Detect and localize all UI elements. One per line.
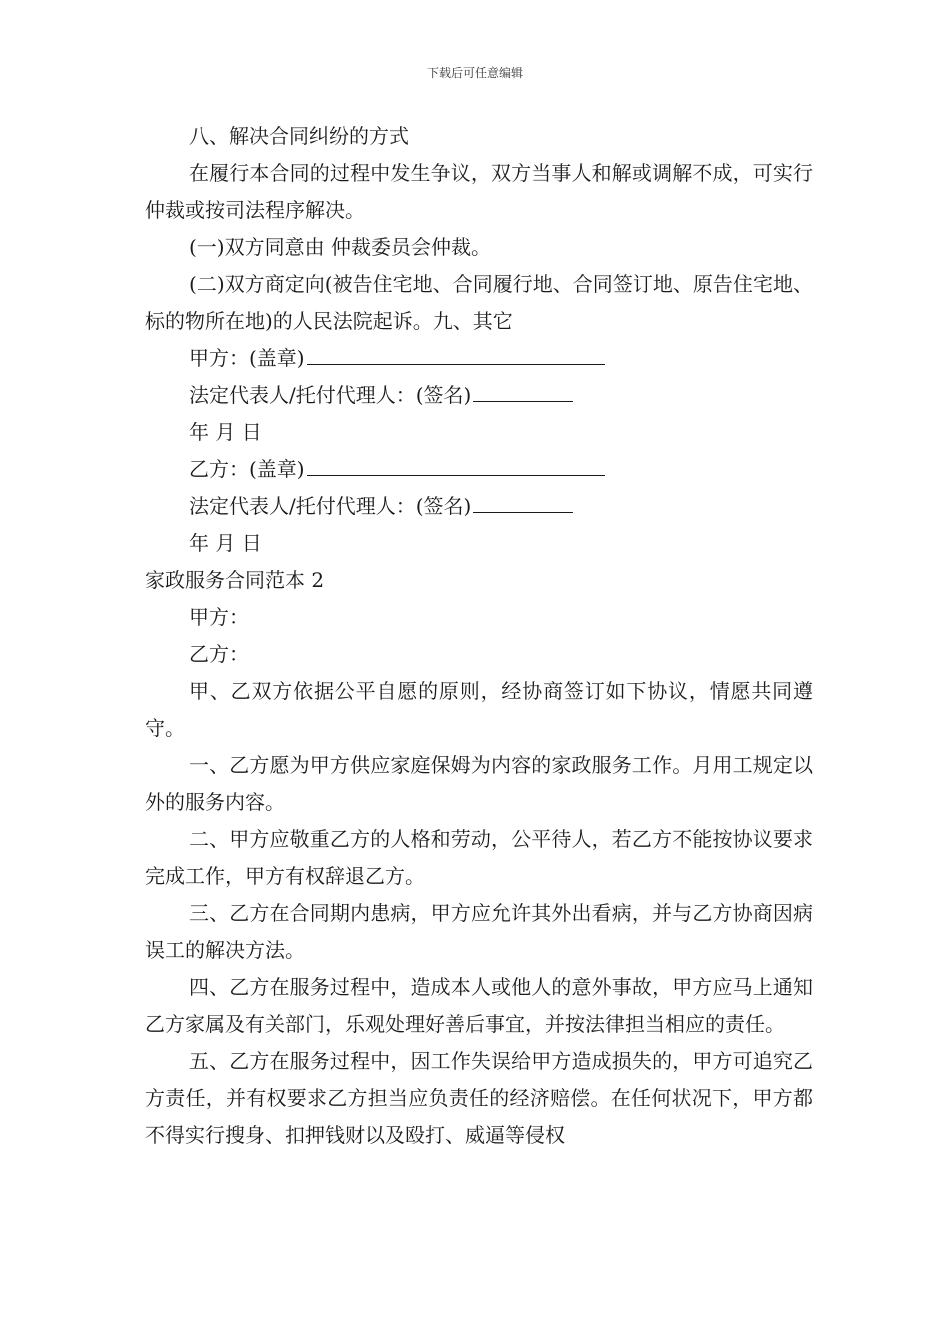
contract-2-preamble: 甲、乙双方依据公平自愿的原则，经协商签订如下协议，情愿共同遵守。 <box>145 679 813 740</box>
party-a-rep-line <box>145 377 813 414</box>
party-b-seal-blank <box>307 451 605 476</box>
party-a-rep-label: 法定代表人/托付代理人：(签名) <box>189 383 472 407</box>
party-a-date: 年 月 日 <box>189 420 262 444</box>
party-b-seal-line <box>145 451 813 488</box>
party-b-date: 年 月 日 <box>189 531 262 555</box>
section-8-intro: 在履行本合同的过程中发生争议，双方当事人和解或调解不成，可实行仲裁或按司法程序解决。 <box>145 161 813 222</box>
contract-2-party-a: 甲方： <box>189 605 249 629</box>
party-b-rep-line <box>145 488 813 525</box>
contract-2-clause-2: 二、甲方应敬重乙方的人格和劳动，公平待人，若乙方不能按协议要求完成工作，甲方有权辞退乙方。 <box>145 827 813 888</box>
contract-2-clause-3: 三、乙方在合同期内患病，甲方应允许其外出看病，并与乙方协商因病误工的解决方法。 <box>145 901 813 962</box>
page-header-note: 下载后可任意编辑 <box>426 66 523 80</box>
party-b-rep-blank <box>473 488 573 513</box>
party-b-rep-label: 法定代表人/托付代理人：(签名) <box>189 494 472 518</box>
party-a-seal-line <box>145 340 813 377</box>
contract-2-party-b: 乙方： <box>189 642 249 666</box>
contract-2-clause-1: 一、乙方愿为甲方供应家庭保姆为内容的家政服务工作。月用工规定以外的服务内容。 <box>145 753 813 814</box>
contract-2-clause-5: 五、乙方在服务过程中，因工作失误给甲方造成损失的，甲方可追究乙方责任，并有权要求乙方担当应负责任的经济赔偿。在任何状况下，甲方都不得实行搜身、扣押钱财以及殴打、威逼等侵权 <box>145 1049 813 1147</box>
section-8-option-2: (二)双方商定向(被告住宅地、合同履行地、合同签订地、原告住宅地、标的物所在地)的人民法院起诉。九、其它 <box>145 272 813 333</box>
party-b-seal-label: 乙方：(盖章) <box>189 457 305 481</box>
contract-2-title: 家政服务合同范本 2 <box>145 568 325 592</box>
party-a-seal-blank <box>307 340 605 365</box>
contract-2-clause-4: 四、乙方在服务过程中，造成本人或他人的意外事故，甲方应马上通知乙方家属及有关部门，乐观处理好善后事宜，并按法律担当相应的责任。 <box>145 975 813 1036</box>
party-a-seal-label: 甲方：(盖章) <box>189 346 305 370</box>
section-8-title: 八、解决合同纠纷的方式 <box>189 124 409 148</box>
document-body <box>145 118 813 1154</box>
section-8-option-1: (一)双方同意由 仲裁委员会仲裁。 <box>189 235 491 259</box>
party-a-rep-blank <box>473 377 573 402</box>
